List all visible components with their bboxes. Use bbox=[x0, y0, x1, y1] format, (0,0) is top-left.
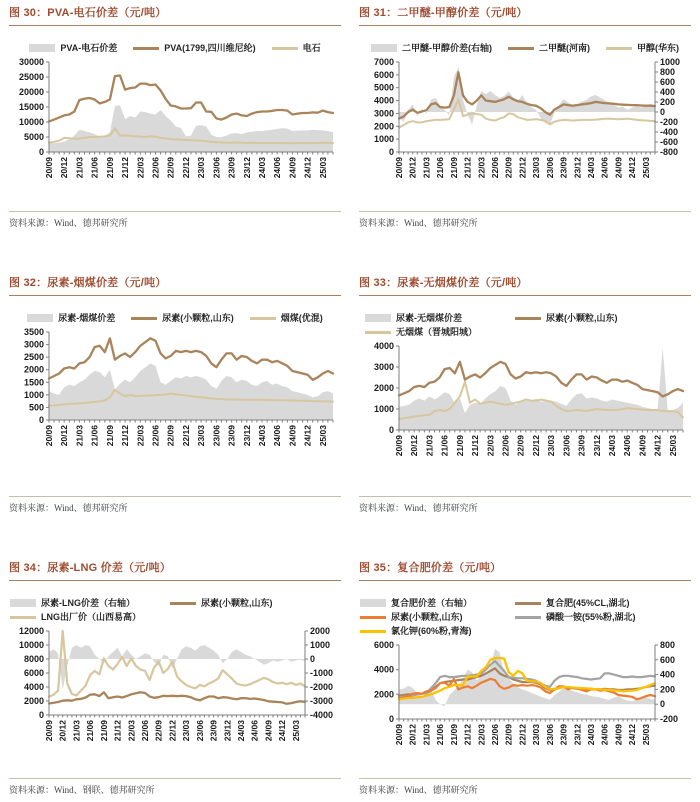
chart-34-legend bbox=[9, 596, 341, 624]
svg-text:-2000: -2000 bbox=[310, 682, 334, 692]
svg-text:600: 600 bbox=[660, 654, 676, 665]
figure-31-title: 图 31：二甲醚-甲醇价差（元/吨） bbox=[359, 6, 691, 26]
svg-text:24/03: 24/03 bbox=[257, 157, 267, 179]
svg-text:24/09: 24/09 bbox=[613, 157, 624, 179]
svg-text:22/09: 22/09 bbox=[153, 720, 164, 742]
svg-text:22/06: 22/06 bbox=[500, 435, 511, 457]
svg-text:21/09: 21/09 bbox=[98, 720, 109, 742]
figure-33-title: 图 33：尿素-无烟煤价差（元/吨） bbox=[359, 276, 691, 296]
svg-text:22/09: 22/09 bbox=[503, 724, 514, 746]
svg-text:6000: 6000 bbox=[373, 69, 394, 80]
svg-text:1000: 1000 bbox=[373, 134, 394, 145]
svg-text:5000: 5000 bbox=[373, 82, 394, 93]
figure-30-source: 资料来源：Wind、德邦研究所 bbox=[9, 211, 341, 235]
figure-34-panel bbox=[0, 555, 350, 802]
legend-row bbox=[360, 624, 690, 638]
svg-text:30000: 30000 bbox=[18, 58, 44, 67]
line-swatch-icon bbox=[508, 47, 534, 50]
svg-text:25/03: 25/03 bbox=[317, 425, 328, 447]
legend-item bbox=[29, 41, 117, 55]
svg-text:21/09: 21/09 bbox=[104, 157, 115, 179]
svg-text:3500: 3500 bbox=[23, 328, 44, 337]
svg-text:20/09: 20/09 bbox=[44, 425, 54, 447]
figure-30-panel bbox=[0, 0, 350, 235]
svg-text:400: 400 bbox=[660, 87, 676, 97]
legend-label: 尿素-LNG价差（右轴） bbox=[41, 598, 135, 608]
svg-text:21/09: 21/09 bbox=[454, 435, 465, 457]
svg-text:24/09: 24/09 bbox=[287, 425, 298, 447]
svg-text:22/03: 22/03 bbox=[485, 435, 496, 457]
svg-text:2000: 2000 bbox=[373, 689, 394, 700]
legend-row bbox=[10, 610, 340, 624]
svg-text:0: 0 bbox=[660, 107, 666, 117]
svg-text:3000: 3000 bbox=[373, 108, 394, 119]
svg-text:23/09: 23/09 bbox=[226, 157, 237, 179]
line-swatch-icon bbox=[606, 47, 632, 50]
chart-33-legend bbox=[359, 311, 691, 339]
svg-text:21/09: 21/09 bbox=[448, 157, 459, 179]
svg-text:24/03: 24/03 bbox=[586, 724, 596, 746]
legend-row bbox=[365, 325, 685, 339]
line-swatch-icon bbox=[360, 630, 386, 633]
svg-text:400: 400 bbox=[660, 669, 676, 680]
svg-text:25/03: 25/03 bbox=[667, 435, 678, 457]
svg-text:22/09: 22/09 bbox=[165, 425, 176, 447]
figure-30-title: 图 30：PVA-电石价差（元/吨） bbox=[9, 6, 341, 26]
svg-text:0: 0 bbox=[388, 147, 394, 157]
svg-text:600: 600 bbox=[660, 77, 676, 87]
svg-text:20/09: 20/09 bbox=[44, 157, 54, 179]
svg-text:2000: 2000 bbox=[373, 383, 394, 393]
svg-text:21/12: 21/12 bbox=[112, 720, 123, 742]
legend-item bbox=[515, 596, 690, 610]
legend-row bbox=[365, 311, 685, 325]
svg-text:24/12: 24/12 bbox=[277, 720, 288, 742]
chart-32-legend bbox=[9, 311, 341, 325]
legend-label: 尿素(小颗粒,山东) bbox=[162, 313, 234, 323]
figure-34-source: 资料来源：Wind、钢联、德邦研究所 bbox=[9, 778, 341, 802]
legend-row bbox=[359, 41, 691, 55]
svg-text:22/12: 22/12 bbox=[517, 724, 528, 746]
svg-text:21/12: 21/12 bbox=[470, 435, 481, 457]
figure-35-panel bbox=[350, 555, 700, 802]
svg-text:21/03: 21/03 bbox=[74, 157, 85, 179]
svg-text:22/03: 22/03 bbox=[476, 157, 487, 179]
legend-item bbox=[515, 311, 685, 325]
svg-text:24/06: 24/06 bbox=[249, 720, 260, 742]
svg-text:23/12: 23/12 bbox=[241, 156, 252, 179]
svg-text:23/09: 23/09 bbox=[208, 720, 219, 742]
svg-text:21/03: 21/03 bbox=[421, 724, 432, 746]
svg-text:1500: 1500 bbox=[23, 377, 44, 388]
legend-row bbox=[9, 311, 341, 325]
svg-text:21/03: 21/03 bbox=[424, 435, 435, 457]
svg-text:24/03: 24/03 bbox=[586, 157, 596, 179]
svg-text:1000: 1000 bbox=[23, 389, 44, 400]
svg-text:2000: 2000 bbox=[373, 121, 394, 132]
figure-33-source: 资料来源：Wind、德邦研究所 bbox=[359, 496, 691, 520]
legend-item bbox=[365, 325, 515, 339]
svg-text:23/12: 23/12 bbox=[572, 157, 583, 179]
legend-label: 甲醇(华东) bbox=[637, 43, 679, 53]
svg-text:22/03: 22/03 bbox=[476, 724, 487, 746]
svg-text:23/03: 23/03 bbox=[181, 720, 192, 742]
svg-text:0: 0 bbox=[660, 699, 666, 710]
svg-text:0: 0 bbox=[388, 714, 394, 724]
line-swatch-icon bbox=[133, 47, 159, 50]
svg-text:22/09: 22/09 bbox=[165, 157, 176, 179]
svg-text:24/06: 24/06 bbox=[272, 425, 283, 447]
svg-text:24/09: 24/09 bbox=[287, 157, 298, 179]
svg-text:-200: -200 bbox=[660, 117, 679, 127]
svg-text:20/12: 20/12 bbox=[409, 435, 420, 457]
line-swatch-icon bbox=[250, 317, 276, 320]
legend-item bbox=[360, 624, 515, 638]
svg-text:23/06: 23/06 bbox=[211, 425, 222, 447]
svg-text:2000: 2000 bbox=[23, 364, 44, 375]
svg-text:23/09: 23/09 bbox=[558, 157, 569, 179]
figure-31-panel bbox=[350, 0, 700, 235]
line-swatch-icon bbox=[360, 616, 386, 619]
svg-text:2000: 2000 bbox=[23, 696, 44, 706]
legend-item bbox=[606, 41, 679, 55]
svg-text:22/12: 22/12 bbox=[180, 425, 191, 447]
legend-item bbox=[515, 610, 690, 624]
svg-text:15000: 15000 bbox=[18, 102, 44, 112]
svg-text:20/12: 20/12 bbox=[57, 720, 68, 742]
svg-text:1000: 1000 bbox=[373, 404, 394, 414]
svg-text:21/03: 21/03 bbox=[71, 720, 82, 742]
svg-text:-800: -800 bbox=[660, 147, 679, 157]
svg-text:22/06: 22/06 bbox=[140, 720, 150, 742]
svg-text:20000: 20000 bbox=[18, 87, 44, 97]
area-swatch-icon bbox=[360, 599, 386, 607]
svg-text:21/06: 21/06 bbox=[435, 157, 446, 179]
svg-text:23/12: 23/12 bbox=[241, 425, 252, 447]
legend-row bbox=[10, 596, 340, 610]
legend-item bbox=[27, 311, 115, 325]
svg-text:500: 500 bbox=[28, 402, 44, 413]
svg-text:8000: 8000 bbox=[23, 654, 44, 664]
svg-text:800: 800 bbox=[660, 67, 676, 77]
legend-label: 尿素(小颗粒,山东) bbox=[201, 598, 273, 608]
line-swatch-icon bbox=[170, 602, 196, 605]
legend-item bbox=[360, 610, 515, 624]
figure-35-source: 资料来源：Wind、德邦研究所 bbox=[359, 778, 691, 802]
svg-text:12000: 12000 bbox=[18, 627, 44, 636]
svg-text:20/09: 20/09 bbox=[394, 724, 404, 746]
svg-text:0: 0 bbox=[388, 425, 394, 435]
svg-text:23/09: 23/09 bbox=[558, 724, 569, 746]
line-swatch-icon bbox=[515, 602, 541, 605]
legend-label: PVA-电石价差 bbox=[60, 43, 118, 53]
svg-text:23/09: 23/09 bbox=[226, 425, 237, 447]
line-swatch-icon bbox=[10, 616, 36, 619]
chart-31-svg bbox=[359, 58, 691, 186]
legend-label: 尿素-无烟煤价差 bbox=[396, 313, 462, 323]
svg-text:24/12: 24/12 bbox=[627, 157, 638, 179]
svg-text:23/03: 23/03 bbox=[196, 157, 207, 179]
svg-text:20/09: 20/09 bbox=[44, 720, 54, 742]
svg-text:-1000: -1000 bbox=[310, 668, 334, 678]
svg-text:22/12: 22/12 bbox=[167, 720, 178, 742]
legend-item bbox=[371, 41, 492, 55]
svg-text:1000: 1000 bbox=[310, 640, 331, 650]
line-swatch-icon bbox=[515, 317, 541, 320]
svg-text:22/03: 22/03 bbox=[135, 157, 146, 179]
svg-text:20/09: 20/09 bbox=[394, 157, 404, 179]
svg-text:5000: 5000 bbox=[23, 132, 44, 142]
svg-text:3000: 3000 bbox=[23, 339, 44, 350]
svg-text:4000: 4000 bbox=[373, 95, 394, 106]
legend-item bbox=[272, 41, 321, 55]
svg-text:23/12: 23/12 bbox=[591, 435, 602, 457]
svg-text:21/12: 21/12 bbox=[120, 157, 131, 179]
svg-text:200: 200 bbox=[660, 97, 676, 107]
svg-text:23/06: 23/06 bbox=[544, 724, 555, 746]
svg-text:25/03: 25/03 bbox=[640, 724, 651, 746]
svg-text:21/03: 21/03 bbox=[74, 425, 85, 447]
svg-text:200: 200 bbox=[660, 684, 676, 695]
svg-text:6000: 6000 bbox=[23, 668, 44, 678]
svg-text:22/06: 22/06 bbox=[150, 157, 161, 179]
svg-text:25/03: 25/03 bbox=[290, 720, 301, 742]
svg-text:23/09: 23/09 bbox=[576, 435, 587, 457]
svg-text:20/12: 20/12 bbox=[407, 724, 418, 746]
svg-text:21/12: 21/12 bbox=[462, 157, 473, 179]
legend-item bbox=[360, 596, 515, 610]
line-swatch-icon bbox=[515, 616, 541, 619]
svg-text:4000: 4000 bbox=[373, 664, 394, 675]
svg-text:22/09: 22/09 bbox=[515, 435, 526, 457]
svg-text:22/03: 22/03 bbox=[135, 425, 146, 447]
svg-text:0: 0 bbox=[38, 415, 44, 425]
figure-31-source: 资料来源：Wind、德邦研究所 bbox=[359, 211, 691, 235]
legend-label: 氯化钾(60%粉,青海) bbox=[391, 626, 472, 636]
svg-text:22/12: 22/12 bbox=[180, 157, 191, 179]
svg-text:2500: 2500 bbox=[23, 352, 44, 363]
svg-text:24/06: 24/06 bbox=[622, 435, 633, 457]
svg-text:3000: 3000 bbox=[373, 362, 394, 372]
svg-text:24/03: 24/03 bbox=[607, 435, 617, 457]
svg-text:-400: -400 bbox=[660, 127, 679, 137]
svg-text:21/06: 21/06 bbox=[439, 435, 450, 457]
legend-row bbox=[9, 41, 341, 55]
svg-text:22/03: 22/03 bbox=[126, 720, 137, 742]
svg-text:24/09: 24/09 bbox=[637, 435, 648, 457]
svg-text:24/12: 24/12 bbox=[627, 724, 638, 746]
svg-text:23/06: 23/06 bbox=[544, 157, 555, 179]
line-swatch-icon bbox=[272, 47, 298, 50]
legend-row bbox=[360, 596, 690, 610]
svg-text:24/06: 24/06 bbox=[599, 724, 610, 746]
svg-text:23/12: 23/12 bbox=[572, 724, 583, 746]
figure-32-source: 资料来源：Wind、德邦研究所 bbox=[9, 496, 341, 520]
svg-text:4000: 4000 bbox=[373, 342, 394, 351]
legend-item bbox=[170, 596, 340, 610]
figure-32-panel bbox=[0, 270, 350, 520]
svg-text:22/09: 22/09 bbox=[503, 157, 514, 179]
svg-text:22/06: 22/06 bbox=[490, 157, 500, 179]
svg-text:23/03: 23/03 bbox=[531, 724, 542, 746]
figure-34-title: 图 34：尿素-LNG 价差（元/吨） bbox=[9, 561, 341, 581]
svg-text:0: 0 bbox=[38, 147, 44, 157]
svg-text:24/12: 24/12 bbox=[302, 425, 313, 447]
svg-text:20/12: 20/12 bbox=[59, 425, 70, 447]
svg-text:24/12: 24/12 bbox=[652, 435, 663, 457]
svg-text:24/03: 24/03 bbox=[236, 720, 246, 742]
svg-text:21/12: 21/12 bbox=[120, 425, 131, 447]
svg-text:0: 0 bbox=[38, 710, 44, 720]
svg-text:23/06: 23/06 bbox=[211, 157, 222, 179]
legend-label: 电石 bbox=[302, 43, 321, 53]
chart-30-svg bbox=[9, 58, 341, 186]
svg-text:0: 0 bbox=[310, 654, 316, 664]
legend-item bbox=[133, 41, 255, 55]
svg-text:23/12: 23/12 bbox=[222, 720, 233, 742]
svg-text:21/06: 21/06 bbox=[435, 724, 446, 746]
svg-text:20/09: 20/09 bbox=[394, 435, 404, 457]
chart-33-svg bbox=[359, 342, 691, 464]
chart-31-legend bbox=[359, 41, 691, 55]
figure-33-panel bbox=[350, 270, 700, 520]
svg-text:23/03: 23/03 bbox=[546, 435, 557, 457]
legend-item bbox=[250, 311, 323, 325]
area-swatch-icon bbox=[365, 314, 391, 322]
svg-text:6000: 6000 bbox=[373, 641, 394, 650]
svg-text:-200: -200 bbox=[660, 714, 679, 724]
svg-text:21/09: 21/09 bbox=[448, 724, 459, 746]
legend-label: 尿素(小颗粒,山东) bbox=[391, 612, 463, 622]
svg-text:-4000: -4000 bbox=[310, 710, 334, 720]
svg-text:-3000: -3000 bbox=[310, 696, 334, 706]
svg-text:21/12: 21/12 bbox=[462, 724, 473, 746]
svg-text:-600: -600 bbox=[660, 137, 679, 147]
svg-text:24/06: 24/06 bbox=[272, 157, 283, 179]
svg-text:2000: 2000 bbox=[310, 627, 331, 636]
svg-text:21/06: 21/06 bbox=[85, 720, 96, 742]
legend-label: 复合肥(45%CL,湖北) bbox=[546, 598, 630, 608]
svg-text:10000: 10000 bbox=[18, 117, 44, 127]
svg-text:22/06: 22/06 bbox=[490, 724, 500, 746]
svg-text:21/09: 21/09 bbox=[104, 425, 115, 447]
svg-text:21/06: 21/06 bbox=[89, 425, 100, 447]
svg-text:20/12: 20/12 bbox=[407, 157, 418, 179]
chart-35-legend bbox=[359, 596, 691, 638]
svg-text:23/06: 23/06 bbox=[561, 435, 572, 457]
svg-text:24/09: 24/09 bbox=[613, 724, 624, 746]
legend-item bbox=[10, 596, 170, 610]
legend-label: 二甲醚-甲醇价差(右轴) bbox=[402, 43, 492, 53]
svg-text:24/03: 24/03 bbox=[257, 425, 267, 447]
area-swatch-icon bbox=[29, 44, 55, 52]
figure-35-title: 图 35：复合肥价差（元/吨） bbox=[359, 561, 691, 581]
line-swatch-icon bbox=[365, 331, 391, 334]
svg-text:25/03: 25/03 bbox=[640, 157, 651, 179]
svg-text:23/03: 23/03 bbox=[196, 425, 207, 447]
legend-label: PVA(1799,四川维尼纶) bbox=[164, 43, 256, 53]
area-swatch-icon bbox=[10, 599, 36, 607]
svg-text:1000: 1000 bbox=[660, 58, 681, 67]
chart-35-svg bbox=[359, 641, 691, 753]
chart-32-svg bbox=[9, 328, 341, 454]
svg-text:800: 800 bbox=[660, 641, 676, 650]
legend-item bbox=[10, 610, 170, 624]
svg-text:21/06: 21/06 bbox=[89, 157, 100, 179]
svg-text:23/06: 23/06 bbox=[194, 720, 205, 742]
legend-label: 尿素-烟煤价差 bbox=[58, 313, 116, 323]
area-swatch-icon bbox=[27, 314, 53, 322]
chart-30-legend bbox=[9, 41, 341, 55]
svg-text:22/06: 22/06 bbox=[150, 425, 161, 447]
legend-label: 二甲醚(河南) bbox=[539, 43, 590, 53]
legend-label: LNG出厂价（山西易高） bbox=[41, 612, 141, 622]
legend-label: 烟煤(优混) bbox=[280, 313, 323, 323]
legend-label: 磷酸一铵(55%粉,湖北) bbox=[546, 612, 636, 622]
svg-text:24/12: 24/12 bbox=[302, 157, 313, 179]
svg-text:22/12: 22/12 bbox=[530, 435, 541, 457]
area-swatch-icon bbox=[371, 44, 397, 52]
svg-text:25000: 25000 bbox=[18, 72, 44, 82]
svg-text:7000: 7000 bbox=[373, 58, 394, 67]
legend-item bbox=[508, 41, 590, 55]
legend-item bbox=[131, 311, 234, 325]
svg-text:22/12: 22/12 bbox=[517, 157, 528, 179]
figure-32-title: 图 32：尿素-烟煤价差（元/吨） bbox=[9, 276, 341, 296]
svg-text:20/12: 20/12 bbox=[59, 157, 70, 179]
svg-text:23/03: 23/03 bbox=[531, 157, 542, 179]
svg-text:24/06: 24/06 bbox=[599, 157, 610, 179]
chart-34-svg bbox=[9, 627, 341, 749]
svg-text:21/03: 21/03 bbox=[421, 157, 432, 179]
legend-label: 无烟煤（晋城阳城） bbox=[396, 327, 478, 337]
legend-item bbox=[365, 311, 515, 325]
svg-text:4000: 4000 bbox=[23, 682, 44, 692]
legend-label: 尿素(小颗粒,山东) bbox=[546, 313, 618, 323]
svg-text:10000: 10000 bbox=[18, 640, 44, 650]
svg-text:24/09: 24/09 bbox=[263, 720, 274, 742]
line-swatch-icon bbox=[131, 317, 157, 320]
legend-label: 复合肥价差（右轴） bbox=[391, 598, 473, 608]
svg-text:25/03: 25/03 bbox=[317, 157, 328, 179]
legend-row bbox=[360, 610, 690, 624]
